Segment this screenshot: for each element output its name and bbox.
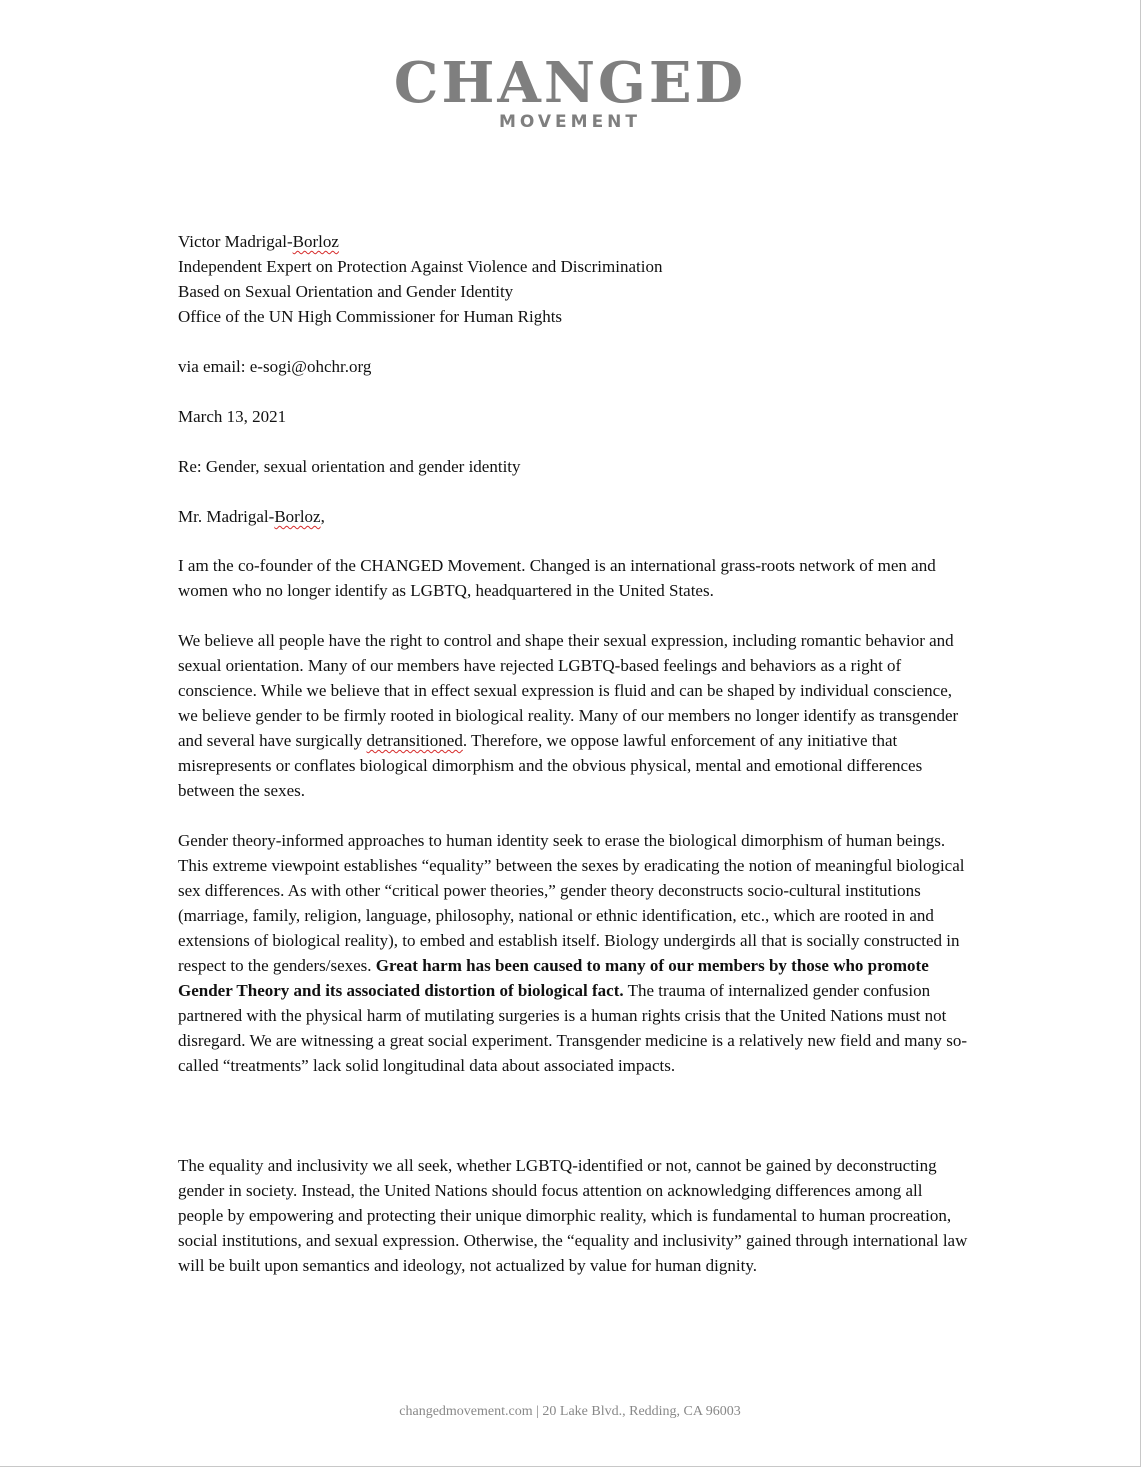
spelling-flagged-word: Borloz — [274, 507, 321, 526]
recipient-name: Victor Madrigal-Borloz — [178, 232, 339, 251]
bold-statement: Great harm has been caused to many of our members by those who promote Gender Theory and its associated distortion of biological fact. — [178, 956, 929, 1000]
logo-title: CHANGED — [393, 50, 747, 116]
salutation: Mr. Madrigal-Borloz, — [178, 507, 325, 526]
recipient-office: Office of the UN High Commissioner for Human Rights — [178, 307, 563, 326]
paragraph-1: I am the co-founder of the CHANGED Movement. Changed is an international grass-roots network of men and women who no longer identify as LGBTQ, headquartered in the United States. — [178, 556, 936, 600]
spelling-flagged-word: Borloz — [292, 232, 339, 251]
subject-line: Re: Gender, sexual orientation and gender identity — [178, 457, 521, 476]
via-email-line: via email: e-sogi@ohchr.org — [178, 357, 372, 376]
recipient-title-line: Based on Sexual Orientation and Gender Identity — [178, 282, 514, 301]
logo-subtitle: MOVEMENT — [498, 112, 642, 132]
letter-date: March 13, 2021 — [178, 407, 287, 426]
paragraph-4: The equality and inclusivity we all seek, whether LGBTQ-identified or not, cannot be gained by deconstructing gender in society. Instead, the United Nations should focus attention on acknowledging differences among all people by empowering and protecting their unique dimorphic reality, which is fundamental to human procreation, social institutions, and sexual expression. Otherwise, the “equality and inclusivity” gained through international law will be built upon semantics and ideology, not actualized by value for human dignity. — [178, 1156, 968, 1275]
paragraph-2: We believe all people have the right to control and shape their sexual expression, including romantic behavior and sexual orientation. Many of our members have rejected LGBTQ-based feelings and behaviors as a right of conscience. While we believe that in effect sexual expression is fluid and can be shaped by individual conscience, we believe gender to be firmly rooted in biological reality. Many of our members no longer identify as transgender and several have surgically detransitioned. Therefore, we oppose lawful enforcement of any initiative that misrepresents or conflates biological dimorphism and the obvious physical, mental and emotional differences between the sexes. — [178, 631, 959, 800]
changed-movement-logo — [0, 50, 1140, 132]
spelling-flagged-word: detransitioned — [366, 731, 463, 750]
paragraph-3: Gender theory-informed approaches to human identity seek to erase the biological dimorphism of human beings. This extreme viewpoint establishes “equality” between the sexes by eradicating the notion of meaningful biological sex differences. As with other “critical power theories,” gender theory deconstructs socio-cultural institutions (marriage, family, religion, language, philosophy, national or ethnic identification, etc., which are rooted in and extensions of biological reality), to embed and establish itself. Biology undergirds all that is socially constructed in respect to the genders/sexes. Great harm has been caused to many of our members by those who promote Gender Theory and its associated distortion of biological fact. The trauma of internalized gender confusion partnered with the physical harm of mutilating surgeries is a human rights crisis that the United Nations must not disregard. We are witnessing a great social experiment. Transgender medicine is a relatively new field and many so-called “treatments” lack solid longitudinal data about associated impacts. — [178, 831, 968, 1075]
recipient-block — [178, 229, 968, 329]
recipient-title-line: Independent Expert on Protection Against Violence and Discrimination — [178, 257, 663, 276]
letter-footer: changedmovement.com | 20 Lake Blvd., Redding, CA 96003 — [399, 1404, 741, 1419]
